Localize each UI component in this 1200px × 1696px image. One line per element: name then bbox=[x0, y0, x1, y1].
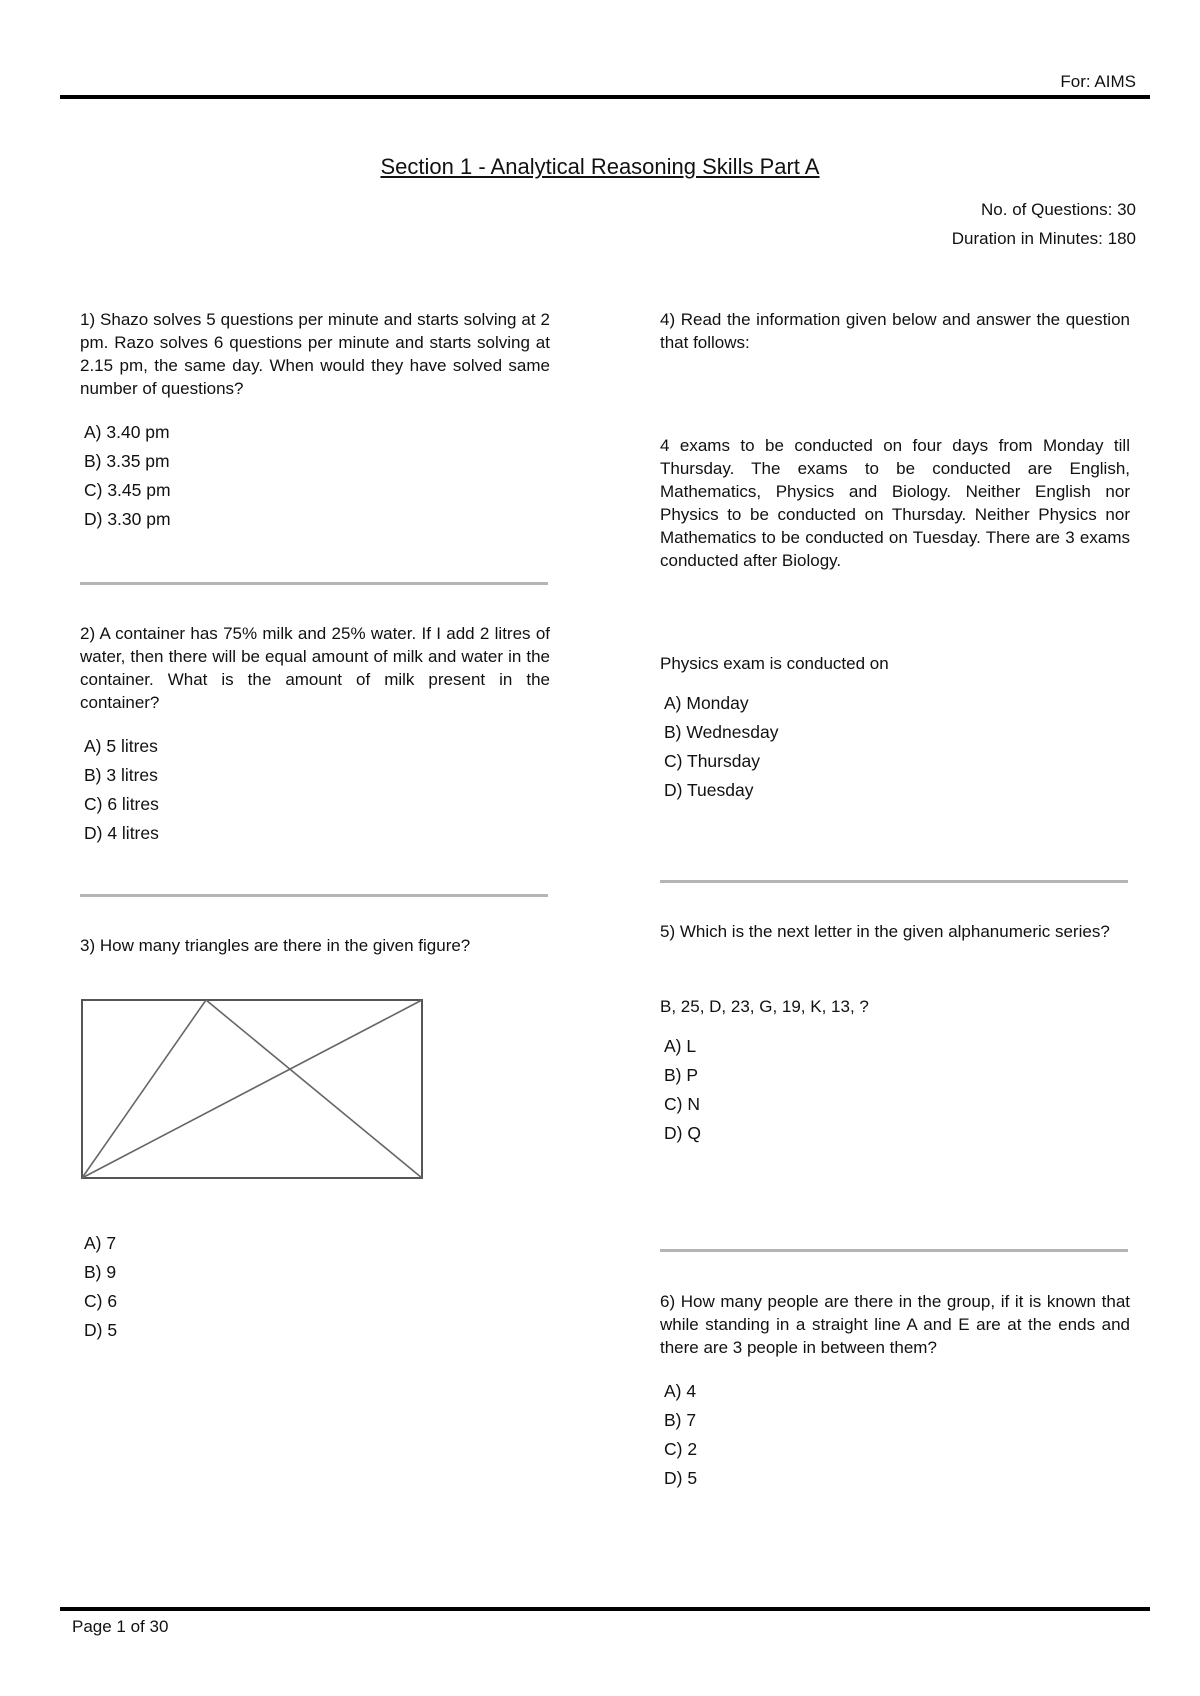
question-text: 6) How many people are there in the group, if it is known that while standing in a straight line A and E are at the ends and there are 3 people in between them? bbox=[660, 1292, 1130, 1357]
header-label: For: AIMS bbox=[1060, 72, 1136, 91]
figure-line-left bbox=[82, 1000, 206, 1178]
option-d[interactable]: D) Q bbox=[664, 1123, 701, 1143]
option-c[interactable]: C) Thursday bbox=[664, 751, 760, 771]
options-list bbox=[660, 689, 1130, 805]
option-a[interactable]: A) 5 litres bbox=[84, 736, 158, 756]
option-d[interactable]: D) 5 bbox=[664, 1468, 698, 1488]
separator bbox=[660, 1249, 1128, 1252]
option-c[interactable]: C) 2 bbox=[664, 1439, 698, 1459]
option-d[interactable]: D) 5 bbox=[84, 1320, 118, 1340]
option-d[interactable]: D) Tuesday bbox=[664, 780, 754, 800]
question-4 bbox=[660, 308, 1130, 805]
question-text: 2) A container has 75% milk and 25% water. If I add 2 litres of water, then there will be equal amount of milk and water in the container. What is the amount of milk present in the container? bbox=[80, 624, 550, 712]
option-a[interactable]: A) Monday bbox=[664, 693, 749, 713]
separator bbox=[80, 894, 548, 897]
option-d[interactable]: D) 4 litres bbox=[84, 823, 159, 843]
option-b[interactable]: B) 3 litres bbox=[84, 765, 158, 785]
option-a[interactable]: A) 3.40 pm bbox=[84, 422, 170, 442]
question-text: 4) Read the information given below and answer the question that follows: bbox=[660, 310, 1130, 352]
options-list bbox=[660, 1377, 1130, 1493]
option-a[interactable]: A) 7 bbox=[84, 1233, 117, 1253]
footer-rule bbox=[60, 1607, 1150, 1611]
page-number: Page 1 of 30 bbox=[72, 1617, 169, 1636]
options-list bbox=[80, 1229, 550, 1345]
question-text: 1) Shazo solves 5 questions per minute and starts solving at 2 pm. Razo solves 6 questions per minute and starts solving at 2.15 pm, the same day. When would they have solved same number of questions? bbox=[80, 310, 550, 398]
header-rule bbox=[60, 95, 1150, 99]
question-5 bbox=[660, 920, 1130, 1148]
separator bbox=[80, 582, 548, 585]
question-series: B, 25, D, 23, G, 19, K, 13, ? bbox=[660, 997, 869, 1016]
option-b[interactable]: B) Wednesday bbox=[664, 722, 779, 742]
option-b[interactable]: B) 3.35 pm bbox=[84, 451, 170, 471]
option-b[interactable]: B) 9 bbox=[84, 1262, 117, 1282]
options-list bbox=[660, 1032, 1130, 1148]
option-a[interactable]: A) 4 bbox=[664, 1381, 697, 1401]
option-c[interactable]: C) 6 bbox=[84, 1291, 118, 1311]
question-1 bbox=[80, 308, 550, 534]
section-title: Section 1 - Analytical Reasoning Skills Part A bbox=[380, 154, 820, 179]
question-6 bbox=[660, 1290, 1130, 1493]
figure-line-diagonal bbox=[82, 1000, 422, 1178]
option-c[interactable]: C) 3.45 pm bbox=[84, 480, 171, 500]
option-d[interactable]: D) 3.30 pm bbox=[84, 509, 171, 529]
option-b[interactable]: B) P bbox=[664, 1065, 699, 1085]
question-prompt: Physics exam is conducted on bbox=[660, 654, 889, 673]
option-c[interactable]: C) 6 litres bbox=[84, 794, 159, 814]
option-c[interactable]: C) N bbox=[664, 1094, 700, 1114]
options-list bbox=[80, 418, 550, 534]
question-2 bbox=[80, 622, 550, 848]
triangle-figure bbox=[80, 998, 426, 1182]
duration: Duration in Minutes: 180 bbox=[951, 229, 1136, 248]
option-b[interactable]: B) 7 bbox=[664, 1410, 697, 1430]
question-text: 3) How many triangles are there in the given figure? bbox=[80, 936, 471, 955]
question-text: 5) Which is the next letter in the given alphanumeric series? bbox=[660, 922, 1110, 941]
question-3 bbox=[80, 934, 550, 957]
questions-count: No. of Questions: 30 bbox=[981, 200, 1136, 219]
question-3-options bbox=[80, 1229, 550, 1345]
question-passage: 4 exams to be conducted on four days from Monday till Thursday. The exams to be conducted are English, Mathematics, Physics and Biology. Neither English nor Physics to be conducted on Thursday. Neither Physics nor Mathematics to be conducted on Tuesday. There are 3 exams conducted after Biology. bbox=[660, 436, 1130, 570]
figure-line-cross bbox=[206, 1000, 422, 1178]
separator bbox=[660, 880, 1128, 883]
option-a[interactable]: A) L bbox=[664, 1036, 697, 1056]
options-list bbox=[80, 732, 550, 848]
